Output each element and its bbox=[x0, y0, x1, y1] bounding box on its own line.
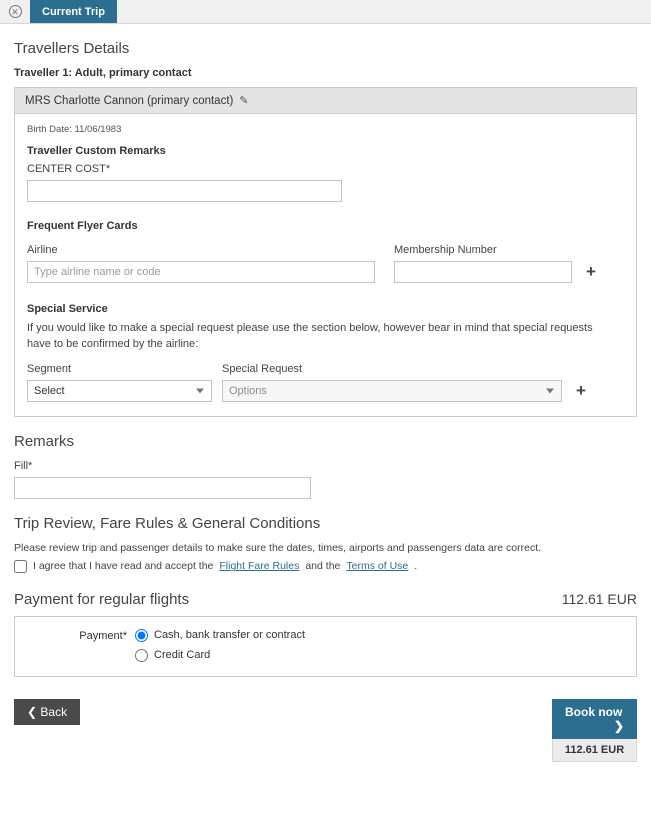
payment-option-credit-card[interactable] bbox=[135, 649, 305, 662]
segment-select-value: Select bbox=[34, 384, 65, 397]
tab-current-trip[interactable] bbox=[30, 0, 117, 23]
payment-option-cash-label: Cash, bank transfer or contract bbox=[154, 629, 306, 642]
payment-radio-cash[interactable] bbox=[135, 629, 148, 642]
back-button-label: Back bbox=[40, 704, 68, 719]
traveller-1-label: Traveller 1: Adult, primary contact bbox=[14, 67, 192, 79]
payment-title: Payment for regular flights bbox=[14, 590, 190, 608]
agree-prefix: I agree that I have read and accept the bbox=[33, 560, 214, 573]
trip-review-title: Trip Review, Fare Rules & General Conditions bbox=[14, 514, 321, 532]
special-request-select[interactable] bbox=[222, 380, 562, 402]
footer bbox=[14, 699, 637, 762]
custom-remarks-title: Traveller Custom Remarks bbox=[27, 145, 166, 157]
book-chevron-icon: ❯ bbox=[613, 718, 624, 733]
special-request-label: Special Request bbox=[222, 362, 303, 375]
flight-fare-rules-link[interactable]: Flight Fare Rules bbox=[219, 560, 300, 573]
payment-option-credit-card-label: Credit Card bbox=[154, 649, 211, 662]
book-price-box: 112.61 EUR bbox=[552, 739, 637, 762]
membership-number-input[interactable] bbox=[394, 261, 572, 283]
special-service-text: If you would like to make a special request please use the section below, however bear in mind that special requests have to be confirmed by the airline: bbox=[27, 322, 593, 350]
payment-radio-credit-card[interactable] bbox=[135, 649, 148, 662]
book-now-label: Book now bbox=[565, 704, 623, 719]
terms-of-use-link[interactable]: Terms of Use bbox=[346, 560, 409, 573]
remarks-title: Remarks bbox=[14, 432, 75, 450]
payment-panel bbox=[14, 616, 637, 677]
tab-current-trip-label: Current Trip bbox=[42, 5, 105, 18]
back-chevron-icon: ❮ bbox=[27, 704, 38, 719]
payment-option-cash[interactable] bbox=[135, 629, 305, 642]
book-now-button[interactable] bbox=[552, 699, 637, 739]
close-icon[interactable]: ✕ bbox=[0, 0, 30, 23]
traveller-panel bbox=[14, 87, 637, 417]
back-button[interactable] bbox=[14, 699, 80, 725]
membership-number-label: Membership Number bbox=[394, 244, 497, 256]
add-frequent-flyer-icon[interactable]: + bbox=[586, 262, 596, 281]
segment-select[interactable] bbox=[27, 380, 212, 402]
center-cost-label: CENTER COST* bbox=[27, 163, 111, 175]
special-service-title: Special Service bbox=[27, 303, 108, 315]
payment-options bbox=[135, 629, 305, 662]
airline-label: Airline bbox=[27, 244, 58, 256]
payment-total: 112.61 EUR bbox=[561, 590, 637, 607]
remarks-fill-label: Fill* bbox=[14, 459, 33, 472]
airline-input[interactable] bbox=[27, 261, 375, 283]
payment-header bbox=[14, 591, 637, 608]
page-content bbox=[0, 40, 651, 762]
frequent-flyer-title: Frequent Flyer Cards bbox=[27, 220, 138, 232]
segment-label: Segment bbox=[27, 362, 72, 375]
add-special-service-icon[interactable]: + bbox=[576, 380, 586, 400]
birth-date: Birth Date: 11/06/1983 bbox=[27, 124, 122, 135]
chevron-down-icon bbox=[546, 388, 554, 393]
edit-pencil-icon[interactable]: ✎ bbox=[239, 95, 249, 107]
chevron-down-icon bbox=[196, 388, 204, 393]
top-bar bbox=[0, 0, 651, 24]
agree-checkbox[interactable] bbox=[14, 560, 27, 573]
center-cost-input[interactable] bbox=[27, 180, 342, 202]
special-request-select-value: Options bbox=[229, 384, 267, 397]
agree-suffix: . bbox=[414, 560, 418, 573]
agree-row bbox=[14, 560, 637, 573]
trip-review-text: Please review trip and passenger details to make sure the dates, times, airports and passengers data are correct. bbox=[14, 541, 542, 554]
travellers-details-title: Travellers Details bbox=[14, 40, 130, 57]
traveller-panel-body bbox=[15, 114, 636, 416]
payment-label: Payment* bbox=[79, 629, 127, 642]
traveller-name: MRS Charlotte Cannon (primary contact) bbox=[25, 94, 234, 107]
traveller-panel-header bbox=[15, 88, 636, 114]
remarks-fill-input[interactable] bbox=[14, 477, 311, 499]
book-now-group bbox=[552, 699, 637, 762]
agree-middle: and the bbox=[305, 560, 341, 573]
